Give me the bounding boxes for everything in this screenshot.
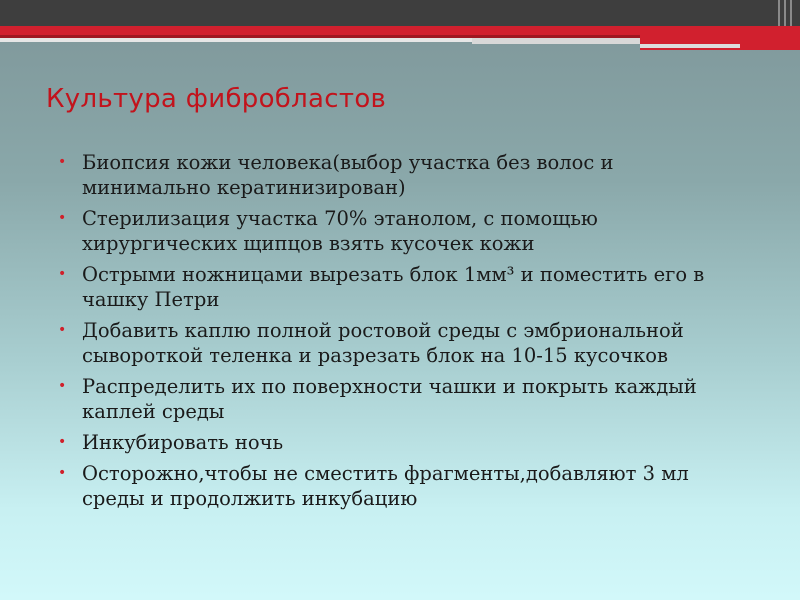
slide-title: Культура фибробластов <box>46 84 387 114</box>
list-item <box>58 206 748 256</box>
decorative-strip <box>0 38 472 42</box>
bullet-icon: • <box>58 210 67 226</box>
list-item-text: Острыми ножницами вырезать блок 1мм³ и поместить его в чашку Петри <box>82 263 705 311</box>
bullet-icon: • <box>58 465 67 481</box>
list-item <box>58 318 748 368</box>
list-item-text: Стерилизация участка 70% этанолом, с помощью хирургических щипцов взять кусочек кожи <box>82 207 598 255</box>
list-item-text: Инкубировать ночь <box>82 431 284 454</box>
bullet-icon: • <box>58 378 67 394</box>
decorative-strip <box>472 38 640 44</box>
bullet-icon: • <box>58 434 67 450</box>
bullet-icon: • <box>58 154 67 170</box>
list-item <box>58 374 748 424</box>
list-item-text: Осторожно,чтобы не сместить фрагменты,добавляют 3 мл среды и продолжить инкубацию <box>82 462 689 510</box>
bullet-icon: • <box>58 266 67 282</box>
list-item <box>58 150 748 200</box>
list-item-text: Добавить каплю полной ростовой среды с эмбриональной сывороткой теленка и разрезать блок на 10-15 кусочков <box>82 319 684 367</box>
bullet-icon: • <box>58 322 67 338</box>
list-item <box>58 461 748 511</box>
decorative-strip <box>640 44 740 48</box>
list-item <box>58 430 748 455</box>
list-item-text: Распределить их по поверхности чашки и покрыть каждый каплей среды <box>82 375 697 423</box>
bullet-list <box>58 150 748 517</box>
list-item-text: Биопсия кожи человека(выбор участка без волос и минимально кератинизирован) <box>82 151 614 199</box>
list-item <box>58 262 748 312</box>
